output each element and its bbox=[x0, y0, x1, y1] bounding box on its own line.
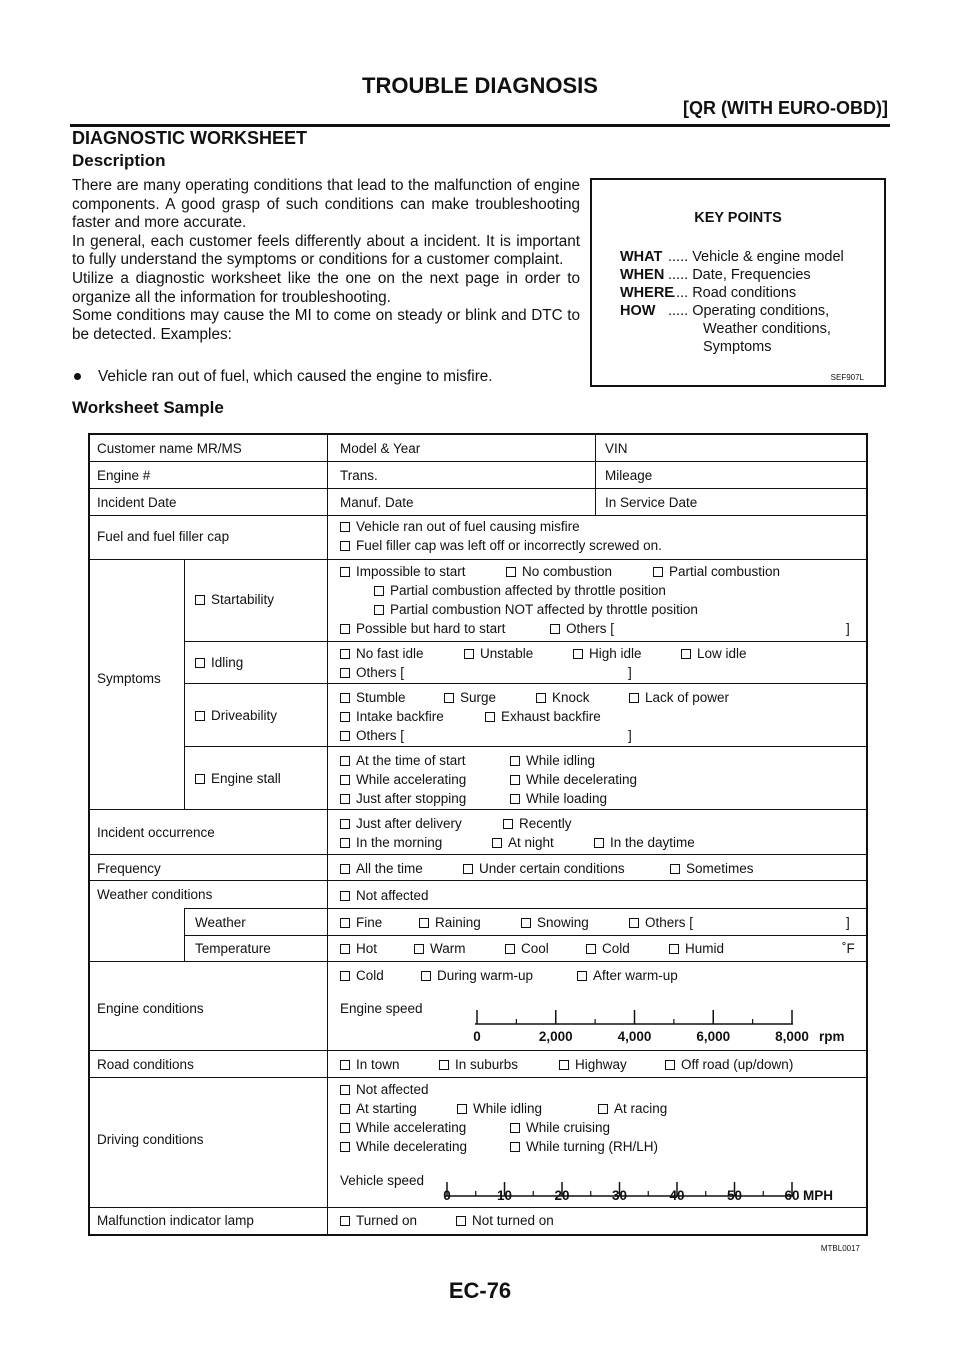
bracket-close: ] bbox=[846, 621, 850, 636]
checkbox-icon[interactable] bbox=[421, 971, 431, 981]
checkbox-icon[interactable] bbox=[653, 567, 663, 577]
driving-option[interactable]: While idling bbox=[457, 1101, 542, 1116]
checkbox-icon[interactable] bbox=[444, 693, 454, 703]
page-number: EC-76 bbox=[448, 1278, 512, 1303]
engine-conditions-label: Engine conditions bbox=[97, 1001, 204, 1016]
checkbox-icon[interactable] bbox=[485, 712, 495, 722]
temperature-option[interactable]: Hot bbox=[340, 941, 377, 956]
bracket-close: ] bbox=[628, 665, 632, 680]
key-point-row: WHERE..... Road conditions bbox=[620, 285, 797, 301]
startability-option[interactable]: Startability bbox=[195, 592, 274, 607]
model-year-label: Model & Year bbox=[340, 441, 421, 456]
symptom-option[interactable]: Partial combustion NOT affected by throttle position bbox=[374, 602, 698, 617]
checkbox-icon[interactable] bbox=[374, 586, 384, 596]
engine-speed-unit: rpm bbox=[819, 1029, 845, 1044]
paragraph: Utilize a diagnostic worksheet like the one on the next page in order to organize all the information for troubleshooting. bbox=[72, 269, 580, 306]
symptom-option[interactable]: Impossible to start bbox=[340, 564, 466, 579]
road-option[interactable]: Off road (up/down) bbox=[665, 1057, 793, 1072]
checkbox-icon[interactable] bbox=[340, 794, 350, 804]
frequency-option[interactable]: All the time bbox=[340, 861, 423, 876]
symptom-option[interactable]: Stumble bbox=[340, 690, 406, 705]
checkbox-icon[interactable] bbox=[629, 693, 639, 703]
paragraph: Some conditions may cause the MI to come on steady or blink and DTC to be detected. Examples: bbox=[72, 307, 580, 343]
temperature-option[interactable]: Cold bbox=[586, 941, 630, 956]
symptoms-label: Symptoms bbox=[97, 671, 161, 686]
temperature-option[interactable]: Humid bbox=[669, 941, 724, 956]
incident-label: Incident occurrence bbox=[97, 825, 215, 840]
key-point-row: Symptoms bbox=[703, 339, 772, 355]
checkbox-icon[interactable] bbox=[374, 605, 384, 615]
frequency-label: Frequency bbox=[97, 861, 161, 876]
scale-tick-label: 0 bbox=[443, 1188, 451, 1203]
weather-option[interactable]: Others [ bbox=[629, 915, 693, 930]
figure-id: MTBL0017 bbox=[820, 1244, 860, 1253]
road-conditions-label: Road conditions bbox=[97, 1057, 194, 1072]
checkbox-icon[interactable] bbox=[340, 864, 350, 874]
header-rule bbox=[70, 124, 890, 127]
symptom-option[interactable]: Surge bbox=[444, 690, 496, 705]
checkbox-icon[interactable] bbox=[419, 918, 429, 928]
road-option[interactable]: In suburbs bbox=[439, 1057, 518, 1072]
checkbox-icon[interactable] bbox=[340, 1216, 350, 1226]
checkbox-icon[interactable] bbox=[340, 891, 350, 901]
checkbox-icon[interactable] bbox=[665, 1060, 675, 1070]
symptom-option[interactable]: Just after stopping bbox=[340, 791, 466, 806]
temperature-unit: ˚F bbox=[842, 941, 855, 956]
checkbox-icon[interactable] bbox=[340, 944, 350, 954]
symptom-option[interactable]: Low idle bbox=[681, 646, 747, 661]
driving-option[interactable]: While cruising bbox=[510, 1120, 610, 1135]
checkbox-icon[interactable] bbox=[573, 649, 583, 659]
worksheet-table bbox=[88, 433, 868, 1236]
key-points-figure bbox=[590, 178, 886, 387]
checkbox-icon[interactable] bbox=[492, 838, 502, 848]
checkbox-icon[interactable] bbox=[340, 1104, 350, 1114]
checkbox-icon[interactable] bbox=[340, 712, 350, 722]
symptom-option[interactable]: Possible but hard to start bbox=[340, 621, 505, 636]
subheading: Description bbox=[72, 151, 166, 170]
mil-label: Malfunction indicator lamp bbox=[97, 1213, 254, 1228]
checkbox-icon[interactable] bbox=[456, 1216, 466, 1226]
bracket-close: ] bbox=[846, 915, 850, 930]
driving-option[interactable]: While decelerating bbox=[340, 1139, 467, 1154]
engine-speed-label: Engine speed bbox=[340, 1001, 423, 1016]
checkbox-icon[interactable] bbox=[670, 864, 680, 874]
checkbox-icon[interactable] bbox=[340, 541, 350, 551]
frequency-option[interactable]: Under certain conditions bbox=[463, 861, 625, 876]
figure-id: SEF907L bbox=[830, 373, 864, 382]
symptom-option[interactable]: While accelerating bbox=[340, 772, 466, 787]
scale-tick-label: 30 bbox=[611, 1188, 628, 1203]
checkbox-icon[interactable] bbox=[340, 668, 350, 678]
temperature-option[interactable]: Cool bbox=[505, 941, 549, 956]
checkbox-icon[interactable] bbox=[510, 1142, 520, 1152]
symptom-option[interactable]: Others [ bbox=[550, 621, 614, 636]
checkbox-icon[interactable] bbox=[340, 522, 350, 532]
road-option[interactable]: Highway bbox=[559, 1057, 627, 1072]
driving-option[interactable]: At racing bbox=[598, 1101, 667, 1116]
checkbox-icon[interactable] bbox=[340, 756, 350, 766]
symptom-option[interactable]: High idle bbox=[573, 646, 642, 661]
mil-option[interactable]: Turned on bbox=[340, 1213, 417, 1228]
checkbox-icon[interactable] bbox=[340, 567, 350, 577]
frequency-option[interactable]: Sometimes bbox=[670, 861, 754, 876]
checkbox-icon[interactable] bbox=[506, 567, 516, 577]
checkbox-icon[interactable] bbox=[340, 624, 350, 634]
key-point-row: HOW ..... Operating conditions, bbox=[620, 303, 830, 319]
engine-option[interactable]: Cold bbox=[340, 968, 384, 983]
scale-tick-label: 0 bbox=[473, 1029, 481, 1044]
checkbox-icon[interactable] bbox=[340, 819, 350, 829]
symptom-option[interactable]: Unstable bbox=[464, 646, 533, 661]
checkbox-icon[interactable] bbox=[510, 794, 520, 804]
checkbox-icon[interactable] bbox=[195, 595, 205, 605]
checkbox-icon[interactable] bbox=[195, 658, 205, 668]
key-point-row: Weather conditions, bbox=[703, 321, 831, 337]
weather-conditions-label: Weather conditions bbox=[97, 887, 213, 902]
checkbox-icon[interactable] bbox=[681, 649, 691, 659]
scale-tick-label: 40 bbox=[669, 1188, 685, 1203]
fuel-option[interactable]: Vehicle ran out of fuel causing misfire bbox=[340, 519, 580, 534]
checkbox-icon[interactable] bbox=[340, 1060, 350, 1070]
engine-speed-scale bbox=[470, 1000, 800, 1030]
checkbox-icon[interactable] bbox=[340, 693, 350, 703]
checkbox-icon[interactable] bbox=[340, 1142, 350, 1152]
checkbox-icon[interactable] bbox=[577, 971, 587, 981]
checkbox-icon[interactable] bbox=[629, 918, 639, 928]
symptom-option[interactable]: Exhaust backfire bbox=[485, 709, 601, 724]
trans-label: Trans. bbox=[340, 468, 378, 483]
checkbox-icon[interactable] bbox=[598, 1104, 608, 1114]
bullet-icon bbox=[74, 373, 81, 380]
road-option[interactable]: In town bbox=[340, 1057, 400, 1072]
section-tag: [QR (WITH EURO-OBD)] bbox=[683, 98, 888, 118]
driving-conditions-label: Driving conditions bbox=[97, 1132, 204, 1147]
checkbox-icon[interactable] bbox=[521, 918, 531, 928]
incident-date-label: Incident Date bbox=[97, 495, 177, 510]
description-text bbox=[72, 177, 580, 344]
vehicle-speed-unit: MPH bbox=[803, 1188, 833, 1203]
key-points-title: KEY POINTS bbox=[694, 210, 782, 226]
fuel-label: Fuel and fuel filler cap bbox=[97, 529, 230, 544]
checkbox-icon[interactable] bbox=[340, 838, 350, 848]
temperature-option[interactable]: Warm bbox=[414, 941, 466, 956]
scale-tick-label: 6,000 bbox=[696, 1029, 731, 1044]
checkbox-icon[interactable] bbox=[340, 971, 350, 981]
symptom-option[interactable]: Intake backfire bbox=[340, 709, 444, 724]
checkbox-icon[interactable] bbox=[464, 649, 474, 659]
manuf-date-label: Manuf. Date bbox=[340, 495, 414, 510]
symptom-option[interactable]: While decelerating bbox=[510, 772, 637, 787]
checkbox-icon[interactable] bbox=[586, 944, 596, 954]
mil-option[interactable]: Not turned on bbox=[456, 1213, 554, 1228]
checkbox-icon[interactable] bbox=[340, 1085, 350, 1095]
driving-option[interactable]: At starting bbox=[340, 1101, 417, 1116]
idling-option[interactable]: Idling bbox=[195, 655, 243, 670]
checkbox-icon[interactable] bbox=[559, 1060, 569, 1070]
key-point-row: WHAT ..... Vehicle & engine model bbox=[620, 249, 844, 265]
driveability-option[interactable]: Driveability bbox=[195, 708, 277, 723]
checkbox-icon[interactable] bbox=[340, 918, 350, 928]
symptom-option[interactable]: Knock bbox=[536, 690, 590, 705]
checkbox-icon[interactable] bbox=[340, 1123, 350, 1133]
in-service-date-label: In Service Date bbox=[605, 495, 698, 510]
customer-name-label: Customer name MR/MS bbox=[97, 441, 242, 456]
symptom-option[interactable]: Partial combustion affected by throttle position bbox=[374, 583, 666, 598]
checkbox-icon[interactable] bbox=[510, 1123, 520, 1133]
vehicle-speed-label: Vehicle speed bbox=[340, 1173, 425, 1188]
page-title: TROUBLE DIAGNOSIS bbox=[362, 73, 598, 98]
driving-option[interactable]: Not affected bbox=[340, 1082, 429, 1097]
symptom-option[interactable]: No combustion bbox=[506, 564, 612, 579]
symptom-option[interactable]: Partial combustion bbox=[653, 564, 780, 579]
weather-option[interactable]: Fine bbox=[340, 915, 382, 930]
weather-option[interactable]: Not affected bbox=[340, 888, 429, 903]
symptom-option[interactable]: Others [ bbox=[340, 728, 404, 743]
checkbox-icon[interactable] bbox=[669, 944, 679, 954]
scale-tick-label: 8,000 bbox=[775, 1029, 809, 1044]
checkbox-icon[interactable] bbox=[340, 775, 350, 785]
incident-option[interactable]: Recently bbox=[503, 816, 572, 831]
checkbox-icon[interactable] bbox=[195, 711, 205, 721]
bracket-close: ] bbox=[628, 728, 632, 743]
engine-stall-option[interactable]: Engine stall bbox=[195, 771, 281, 786]
symptom-option[interactable]: While loading bbox=[510, 791, 607, 806]
sample-heading: Worksheet Sample bbox=[72, 398, 224, 417]
checkbox-icon[interactable] bbox=[414, 944, 424, 954]
bullet-item: Vehicle ran out of fuel, which caused the engine to misfire. bbox=[72, 368, 493, 386]
weather-option[interactable]: Snowing bbox=[521, 915, 589, 930]
engine-option[interactable]: After warm-up bbox=[577, 968, 678, 983]
key-point-row: WHEN ..... Date, Frequencies bbox=[620, 267, 811, 283]
vin-label: VIN bbox=[605, 441, 628, 456]
scale-tick-label: 2,000 bbox=[538, 1029, 573, 1044]
weather-option[interactable]: Raining bbox=[419, 915, 481, 930]
engine-option[interactable]: During warm-up bbox=[421, 968, 533, 983]
engine-number-label: Engine # bbox=[97, 468, 151, 483]
checkbox-icon[interactable] bbox=[340, 731, 350, 741]
checkbox-icon[interactable] bbox=[463, 864, 473, 874]
symptom-option[interactable]: Others [ bbox=[340, 665, 404, 680]
checkbox-icon[interactable] bbox=[510, 756, 520, 766]
fuel-option[interactable]: Fuel filler cap was left off or incorrectly screwed on. bbox=[340, 538, 662, 553]
checkbox-icon[interactable] bbox=[439, 1060, 449, 1070]
scale-tick-label: 50 bbox=[726, 1188, 743, 1203]
incident-option[interactable]: In the daytime bbox=[594, 835, 695, 850]
scale-tick-label: 4,000 bbox=[617, 1029, 652, 1044]
checkbox-icon[interactable] bbox=[505, 944, 515, 954]
checkbox-icon[interactable] bbox=[536, 693, 546, 703]
weather-label: Weather bbox=[195, 915, 246, 930]
driving-option[interactable]: While turning (RH/LH) bbox=[510, 1139, 658, 1154]
checkbox-icon[interactable] bbox=[457, 1104, 467, 1114]
mileage-label: Mileage bbox=[605, 468, 653, 483]
incident-option[interactable]: In the morning bbox=[340, 835, 442, 850]
scale-tick-label: 60 bbox=[784, 1188, 800, 1203]
scale-tick-label: 20 bbox=[554, 1188, 570, 1203]
incident-option[interactable]: Just after delivery bbox=[340, 816, 462, 831]
paragraph: In general, each customer feels differently about a incident. It is important to fully understand the symptoms or conditions for a customer complaint. bbox=[72, 232, 580, 269]
checkbox-icon[interactable] bbox=[594, 838, 604, 848]
symptom-option[interactable]: At the time of start bbox=[340, 753, 466, 768]
incident-option[interactable]: At night bbox=[492, 835, 554, 850]
symptom-option[interactable]: Lack of power bbox=[629, 690, 729, 705]
checkbox-icon[interactable] bbox=[510, 775, 520, 785]
checkbox-icon[interactable] bbox=[340, 649, 350, 659]
checkbox-icon[interactable] bbox=[503, 819, 513, 829]
scale-tick-label: 10 bbox=[496, 1188, 513, 1203]
symptom-option[interactable]: No fast idle bbox=[340, 646, 424, 661]
temperature-label: Temperature bbox=[195, 941, 271, 956]
checkbox-icon[interactable] bbox=[550, 624, 560, 634]
checkbox-icon[interactable] bbox=[195, 774, 205, 784]
paragraph: There are many operating conditions that lead to the malfunction of engine components. A good grasp of such conditions can make troubleshooting faster and more accurate. bbox=[72, 177, 580, 232]
symptom-option[interactable]: While idling bbox=[510, 753, 595, 768]
section-heading: DIAGNOSTIC WORKSHEET bbox=[72, 128, 308, 148]
driving-option[interactable]: While accelerating bbox=[340, 1120, 466, 1135]
